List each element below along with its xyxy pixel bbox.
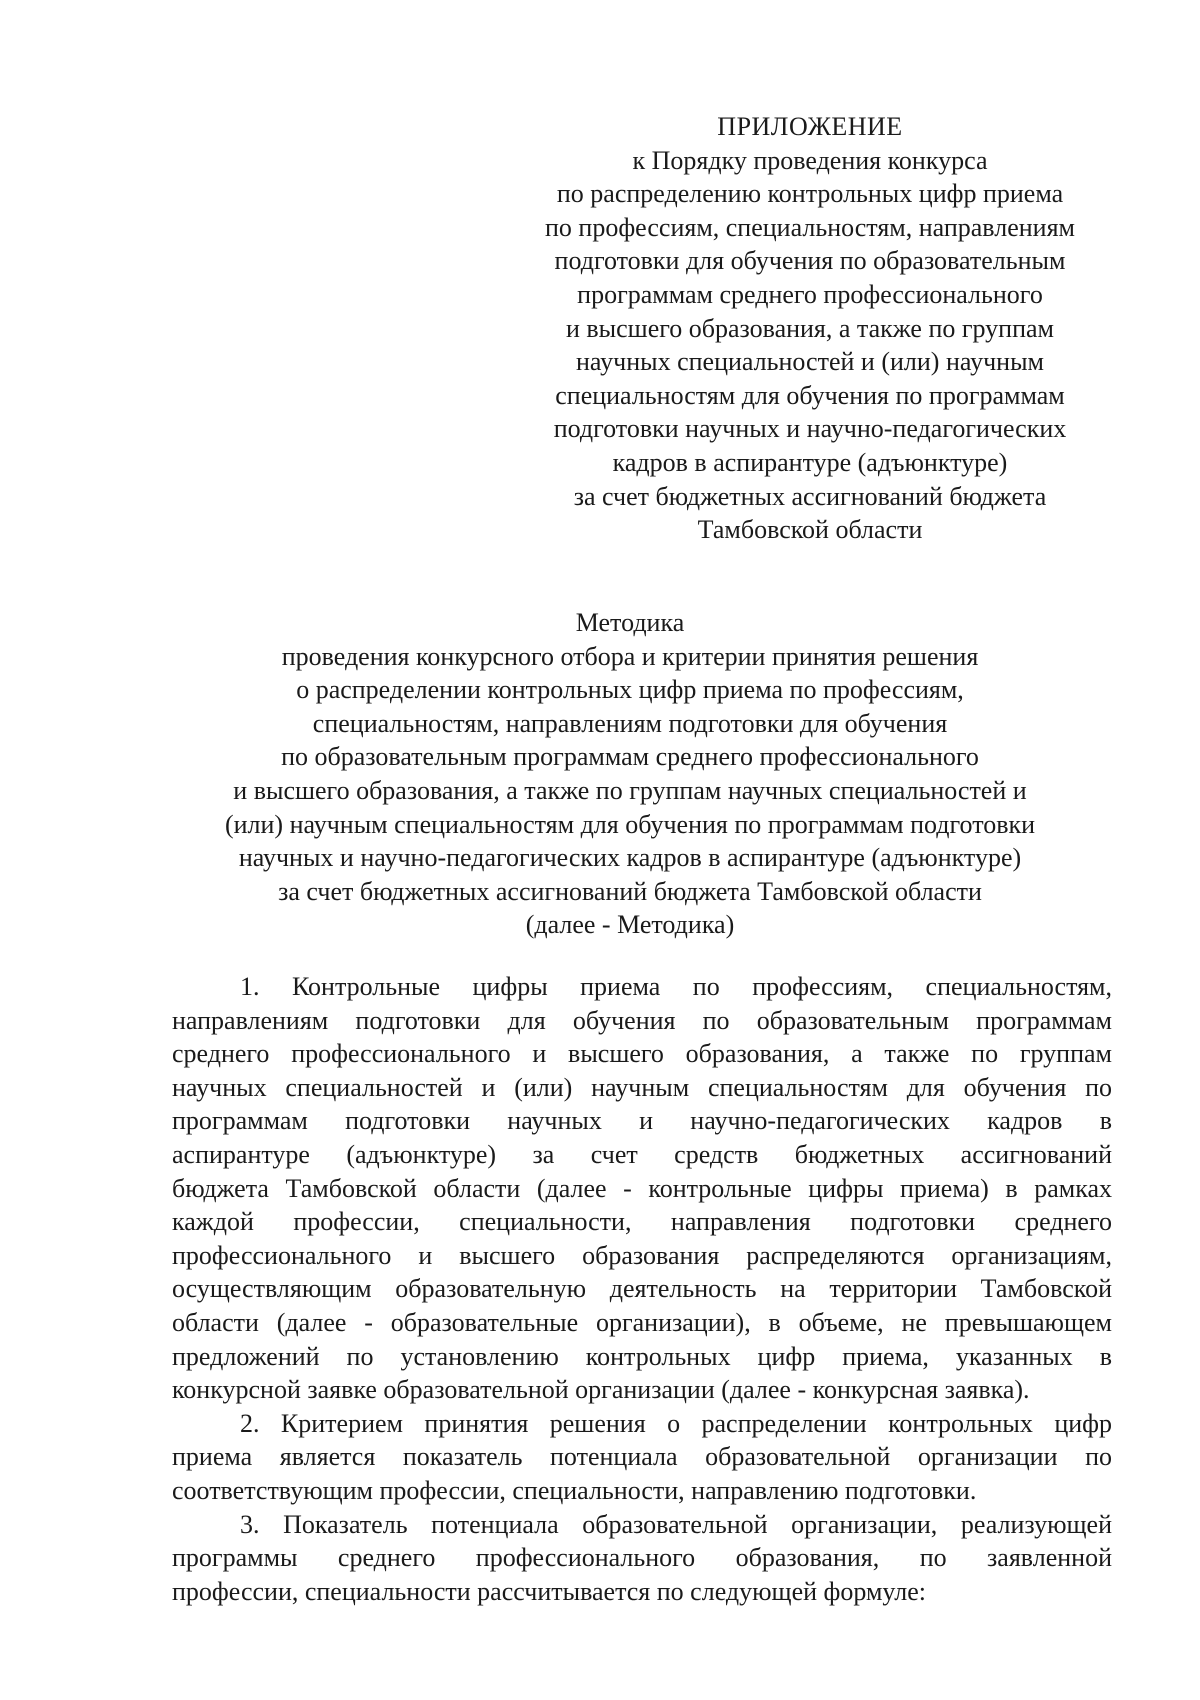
appendix-line: за счет бюджетных ассигнований бюджета (573, 481, 1047, 511)
paragraph-line: программам подготовки научных и научно-педагогических кадров в (172, 1106, 1112, 1136)
paragraph-line: приема является показатель потенциала образовательной организации по (172, 1442, 1112, 1472)
paragraph-line: конкурсной заявке образовательной организации (далее - конкурсная заявка). (172, 1375, 1030, 1405)
paragraph-line: области (далее - образовательные организации), в объеме, не превышающем (172, 1307, 1112, 1337)
paragraph-line: 3. Показатель потенциала образовательной организации, реализующей (240, 1509, 1112, 1539)
appendix-line: по распределению контрольных цифр приема (556, 179, 1064, 209)
appendix-header (520, 110, 1100, 547)
appendix-line: по профессиям, специальностям, направлениям (545, 212, 1075, 242)
methodology-title: Методика (575, 608, 685, 637)
appendix-line: Тамбовской области (697, 515, 923, 545)
methodology-line: о распределении контрольных цифр приема по профессиям, (296, 675, 964, 705)
methodology-line: специальностям, направлениям подготовки для обучения (312, 708, 948, 738)
paragraph-line: аспирантуре (адъюнктуре) за счет средств бюджетных ассигнований (172, 1139, 1112, 1169)
appendix-line: к Порядку проведения конкурса (632, 145, 988, 175)
paragraph-line: профессионального и высшего образования распределяются организациям, (172, 1240, 1112, 1270)
paragraph-line: профессии, специальности рассчитывается по следующей формуле: (172, 1576, 927, 1606)
methodology-line: и высшего образования, а также по группам научных специальностей и (233, 775, 1027, 805)
paragraph-line: 1. Контрольные цифры приема по профессиям, специальностям, (240, 972, 1112, 1001)
methodology-line: проведения конкурсного отбора и критерии принятия решения (281, 641, 979, 671)
paragraph-2 (172, 1407, 1112, 1508)
paragraph-line: среднего профессионального и высшего образования, а также по группам (172, 1039, 1112, 1069)
document-body (172, 970, 1112, 1608)
paragraph-1 (172, 970, 1112, 1407)
paragraph-line: программы среднего профессионального образования, по заявленной (172, 1543, 1112, 1573)
paragraph-line: каждой профессии, специальности, направления подготовки среднего (172, 1207, 1112, 1237)
paragraph-line: соответствующим профессии, специальности, направлению подготовки. (172, 1475, 977, 1505)
paragraph-line: осуществляющим образовательную деятельность на территории Тамбовской (172, 1274, 1112, 1304)
appendix-line: и высшего образования, а также по группам (565, 313, 1055, 343)
methodology-line: за счет бюджетных ассигнований бюджета Тамбовской области (278, 876, 982, 906)
methodology-heading (160, 606, 1100, 942)
appendix-line: кадров в аспирантуре (адъюнктуре) (612, 447, 1008, 477)
appendix-line: подготовки для обучения по образовательным (554, 246, 1066, 276)
methodology-line: по образовательным программам среднего профессионального (281, 742, 979, 772)
appendix-line: подготовки научных и научно-педагогических (553, 414, 1067, 444)
paragraph-line: научных специальностей и (или) научным специальностям для обучения по (172, 1072, 1112, 1102)
appendix-line: научных специальностей и (или) научным (575, 347, 1044, 377)
appendix-title: ПРИЛОЖЕНИЕ (717, 112, 903, 141)
methodology-line: (далее - Методика) (525, 910, 735, 940)
appendix-line: специальностям для обучения по программам (555, 380, 1065, 410)
methodology-line: (или) научным специальностям для обучения по программам подготовки (224, 809, 1036, 839)
paragraph-line: бюджета Тамбовской области (далее - контрольные цифры приема) в рамках (172, 1173, 1112, 1203)
methodology-line: научных и научно-педагогических кадров в аспирантуре (адъюнктуре) (238, 843, 1022, 873)
paragraph-3 (172, 1508, 1112, 1609)
appendix-line: программам среднего профессионального (577, 279, 1043, 309)
paragraph-line: 2. Критерием принятия решения о распределении контрольных цифр (240, 1408, 1112, 1438)
paragraph-line: направлениям подготовки для обучения по образовательным программам (172, 1005, 1112, 1035)
paragraph-line: предложений по установлению контрольных цифр приема, указанных в (172, 1341, 1112, 1371)
